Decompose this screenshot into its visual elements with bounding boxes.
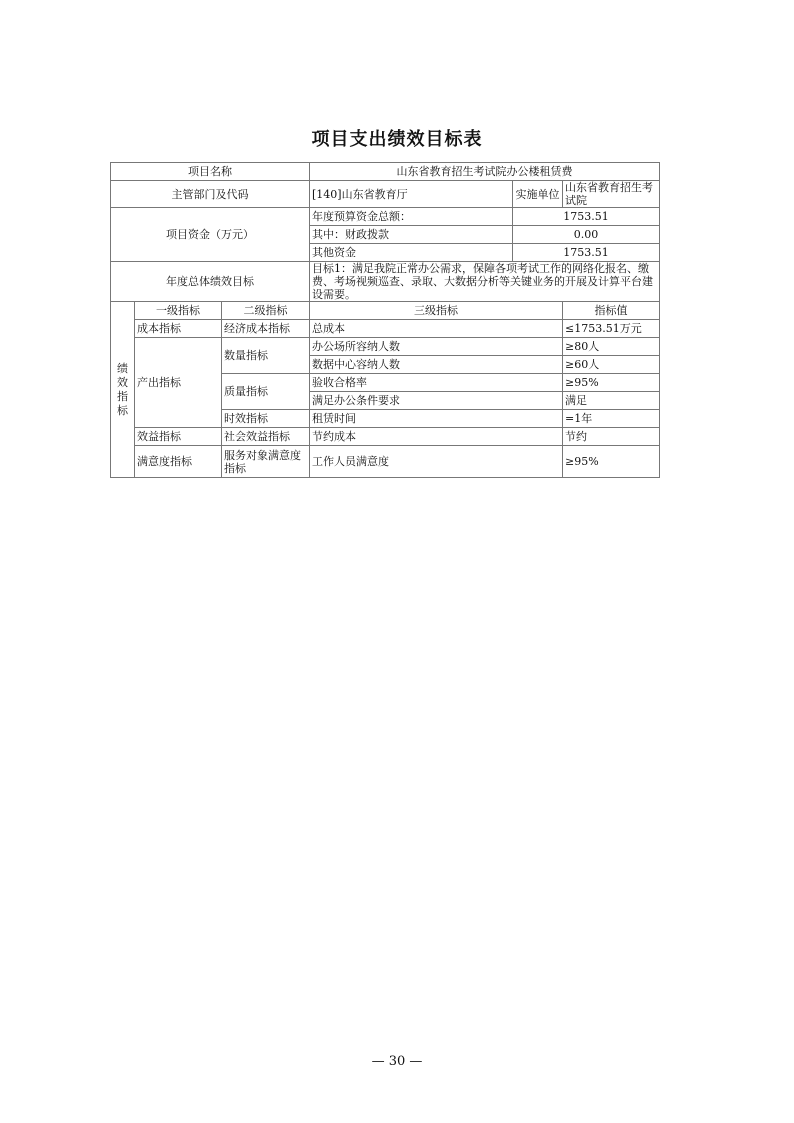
benefit-l2: 社会效益指标 <box>222 428 310 446</box>
cost-l2: 经济成本指标 <box>222 320 310 338</box>
page-number: — 30 — <box>371 1054 423 1069</box>
satisfaction-l1: 满意度指标 <box>135 446 222 478</box>
cost-l1: 成本指标 <box>135 320 222 338</box>
fund-other-value: 1753.51 <box>513 244 660 262</box>
table-row <box>111 428 660 446</box>
fund-total-value: 1753.51 <box>513 208 660 226</box>
fund-other-label: 其他资金 <box>310 244 513 262</box>
table-row <box>111 181 660 208</box>
table-row <box>111 302 660 320</box>
quantity-value-2: ≥60人 <box>563 356 660 374</box>
impl-label: 实施单位 <box>513 181 563 208</box>
satisfaction-value: ≥95% <box>563 446 660 478</box>
quantity-value-1: ≥80人 <box>563 338 660 356</box>
benefit-l3: 节约成本 <box>310 428 563 446</box>
quantity-l2: 数量指标 <box>222 338 310 374</box>
dept-label: 主管部门及代码 <box>111 181 310 208</box>
quality-l3-1: 验收合格率 <box>310 374 563 392</box>
satisfaction-l3: 工作人员满意度 <box>310 446 563 478</box>
quantity-l3-1: 办公场所容纳人数 <box>310 338 563 356</box>
table-row <box>111 208 660 226</box>
time-l3: 租赁时间 <box>310 410 563 428</box>
quality-value-1: ≥95% <box>563 374 660 392</box>
cost-l3: 总成本 <box>310 320 563 338</box>
benefit-l1: 效益指标 <box>135 428 222 446</box>
quality-value-2: 满足 <box>563 392 660 410</box>
page-title: 项目支出绩效目标表 <box>311 129 483 150</box>
funds-label: 项目资金（万元） <box>111 208 310 262</box>
table-row <box>111 338 660 356</box>
time-value: =1年 <box>563 410 660 428</box>
output-l1: 产出指标 <box>135 338 222 428</box>
quality-l3-2: 满足办公条件要求 <box>310 392 563 410</box>
dept-value: [140]山东省教育厅 <box>310 181 513 208</box>
header-value: 指标值 <box>563 302 660 320</box>
benefit-value: 节约 <box>563 428 660 446</box>
performance-target-table <box>110 162 660 478</box>
impl-value: 山东省教育招生考试院 <box>563 181 660 208</box>
perf-indicator-label: 绩 效 指 标 <box>111 302 135 478</box>
table-row <box>111 446 660 478</box>
quantity-l3-2: 数据中心容纳人数 <box>310 356 563 374</box>
fund-fiscal-label: 其中：财政拨款 <box>310 226 513 244</box>
header-level3: 三级指标 <box>310 302 563 320</box>
table-row <box>111 163 660 181</box>
quality-l2: 质量指标 <box>222 374 310 410</box>
header-level2: 二级指标 <box>222 302 310 320</box>
header-level1: 一级指标 <box>135 302 222 320</box>
fund-total-label: 年度预算资金总额： <box>310 208 513 226</box>
satisfaction-l2: 服务对象满意度指标 <box>222 446 310 478</box>
goal-text: 目标1：满足我院正常办公需求，保障各项考试工作的网络化报名、缴费、考场视频巡查、录取、大数据分析等关键业务的开展及计算平台建设需要。 <box>310 262 660 302</box>
table-row <box>111 320 660 338</box>
time-l2: 时效指标 <box>222 410 310 428</box>
fund-fiscal-value: 0.00 <box>513 226 660 244</box>
project-name-label: 项目名称 <box>111 163 310 181</box>
table-row <box>111 262 660 302</box>
cost-value: ≤1753.51万元 <box>563 320 660 338</box>
goal-label: 年度总体绩效目标 <box>111 262 310 302</box>
project-name-value: 山东省教育招生考试院办公楼租赁费 <box>310 163 660 181</box>
